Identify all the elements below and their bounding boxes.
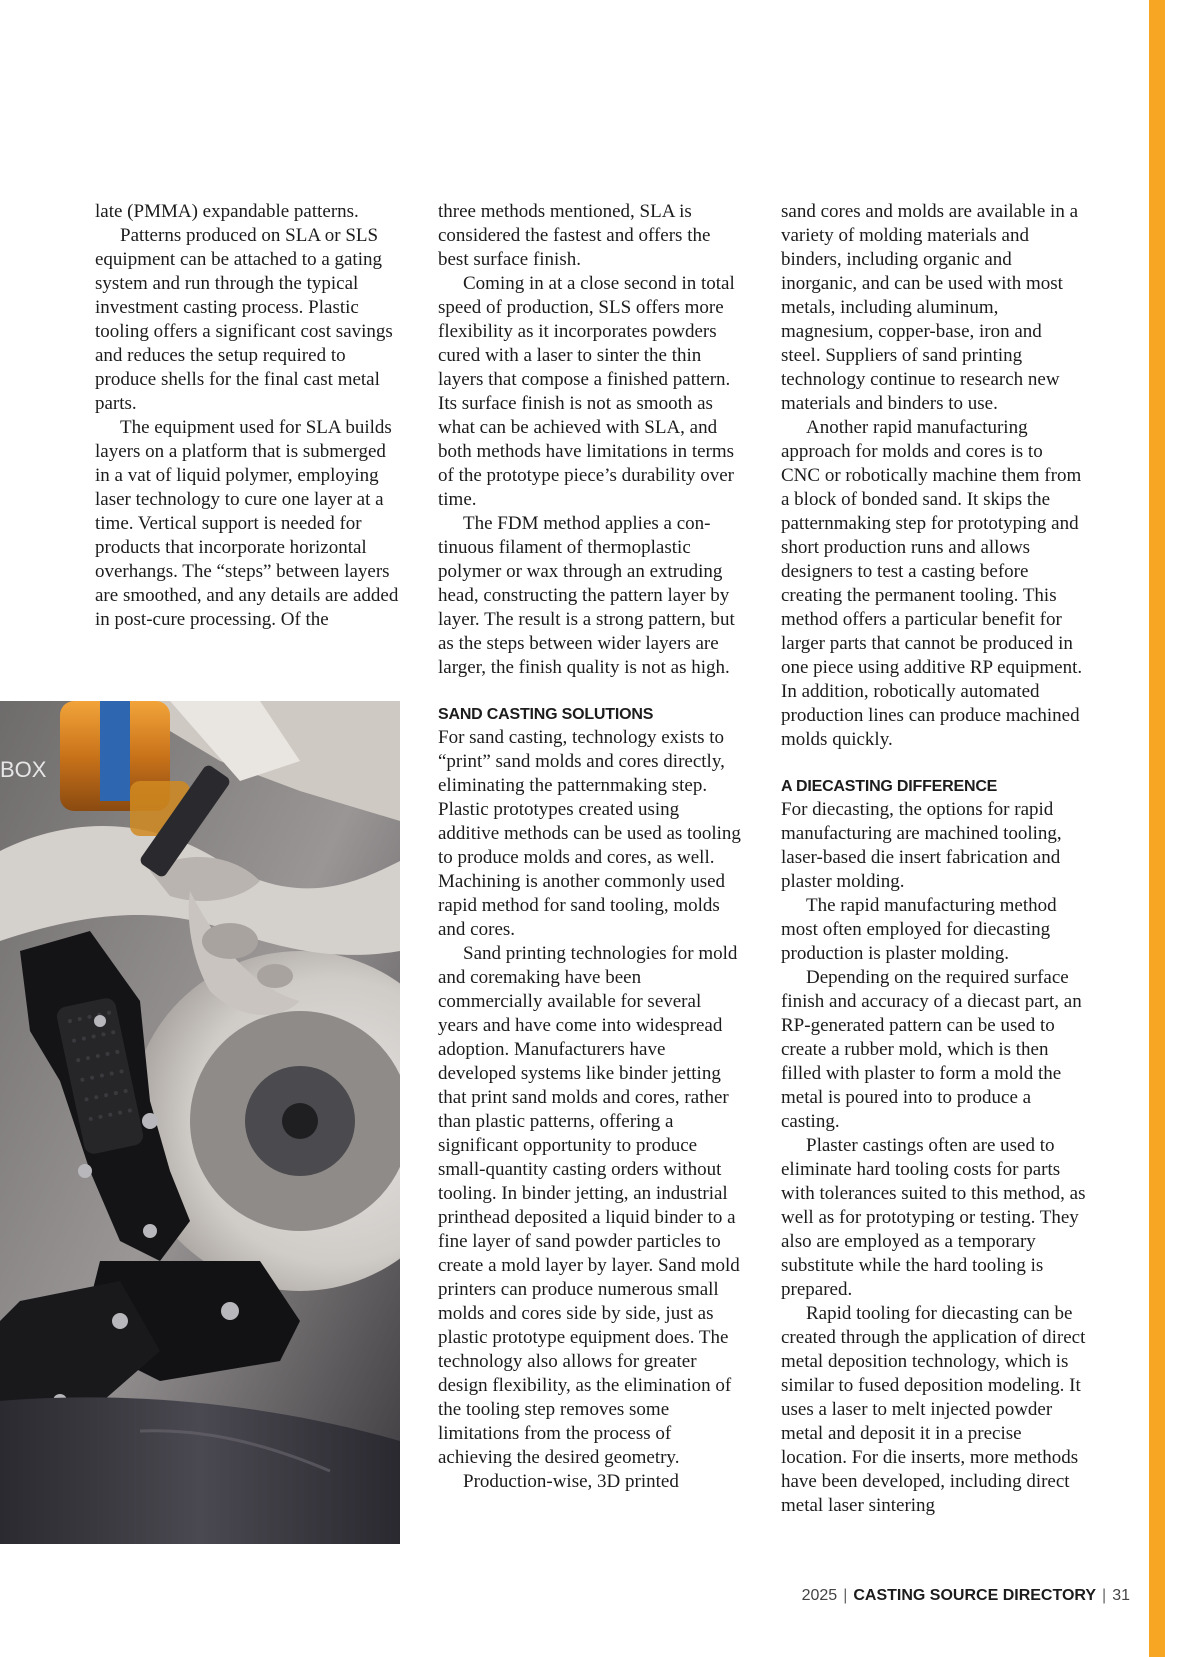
paragraph: late (PMMA) expandable patterns. <box>95 201 359 222</box>
paragraph: Patterns produced on SLA or SLS equipment can be attached to a gating system and run through the typical investment casting process. Plastic tooling offers a significant cost savings and reduces the setup required to produce shells for the final cast metal parts. <box>95 225 393 414</box>
footer-divider: | <box>1102 1587 1107 1604</box>
paragraph: The equipment used for SLA builds layers on a platform that is submerged in a vat of liquid polymer, employing laser technology to cure one layer at a time. Vertical support is needed for products that incorporate horizontal overhangs. The “steps” between layers are smoothed, and any details are added in post-cure processing. Of the <box>95 417 399 630</box>
paragraph: For sand casting, technology exists to “print” sand molds and cores directly, eliminating the patternmaking step. Plastic prototypes created using additive methods can be used as tooling to produce molds and cores, as well. Machining is another commonly used rapid method for sand tooling, molds and cores. <box>438 727 741 940</box>
footer-year: 2025 <box>801 1587 838 1604</box>
paragraph: Rapid tooling for diecasting can be created through the application of direct metal deposition technology, which is similar to fused deposition modeling. It uses a laser to melt injected powder metal and deposit it in a precise location. For die inserts, more methods have been developed, including direct metal laser sintering <box>781 1303 1086 1516</box>
article-column-3 <box>781 200 1086 1518</box>
paragraph: three methods mentioned, SLA is considered the fastest and offers the best surface finish. <box>438 201 711 270</box>
paragraph: Depending on the required surface finish and accuracy of a diecast part, an RP-generated pattern can be used to create a rubber mold, which is then filled with plaster to form a mold the metal is poured into to produce a casting. <box>781 967 1082 1132</box>
paragraph: Production-wise, 3D printed <box>463 1471 679 1492</box>
motorcycle-rearset-photo <box>0 701 400 1544</box>
paragraph: Coming in at a close second in total speed of production, SLS offers more flexibility as it incorporates powders cured with a laser to sinter the thin layers that compose a finished pattern. Its surface finish is not as smooth as what can be achieved with SLA, and both methods have limitations in terms of the prototype piece’s durability over time. <box>438 273 735 510</box>
brand-logo-text: BOX <box>0 757 47 782</box>
paragraph: The FDM method applies a continuous filament of thermoplastic polymer or wax through an extruding head, constructing the pattern layer by layer. The result is a strong pattern, but as the steps between wider layers are larger, the finish quality is not as high. <box>438 513 735 678</box>
article-column-1 <box>95 200 400 632</box>
footer-publication-title: CASTING SOURCE DIRECTORY <box>853 1587 1097 1604</box>
paragraph: sand cores and molds are available in a variety of molding materials and binders, including organic and inorganic, and can be used with most metals, including aluminum, magnesium, copper-base, iron and steel. Suppliers of sand printing technology continue to research new materials and binders to use. <box>781 201 1079 414</box>
footer-divider: | <box>843 1587 848 1604</box>
article-column-2 <box>438 200 743 1494</box>
paragraph: For diecasting, the options for rapid manufacturing are machined tooling, laser-based die insert fabrication and plaster molding. <box>781 799 1062 892</box>
paragraph: Another rapid manufacturing approach for molds and cores is to CNC or robotically machine them from a block of bonded sand. It skips the patternmaking step for prototyping and short production runs and allows designers to test a casting before creating the permanent tooling. This method offers a particular benefit for larger parts that cannot be produced in one piece using additive RP equipment. In addition, robotically automated production lines can produce machined molds quickly. <box>781 417 1083 750</box>
page-number: 31 <box>1112 1587 1130 1604</box>
paragraph: Plaster castings often are used to eliminate hard tooling costs for parts with tolerances suited to this method, as well as for prototyping or testing. They also are employed as a temporary substitute while the hard tooling is prepared. <box>781 1135 1086 1300</box>
section-heading-sand-casting: SAND CASTING SOLUTIONS <box>438 706 654 723</box>
accent-sidebar-bar <box>1149 0 1165 1657</box>
section-heading-diecasting: A DIECASTING DIFFERENCE <box>781 778 998 795</box>
paragraph: Sand printing technologies for mold and coremaking have been commercially available for several years and have come into widespread adoption. Manufacturers have developed systems like binder jetting that print sand molds and cores, rather than plastic patterns, offering a significant opportunity to produce small-quantity casting orders without tooling. In binder jetting, an industrial printhead deposited a liquid binder to a fine layer of sand powder particles to create a mold layer by layer. Sand mold printers can produce numerous small molds and cores side by side, just as plastic prototype equipment does. The technology also allows for greater design flexibility, as the elimination of the tooling step removes some limitations from the process of achieving the desired geometry. <box>438 943 740 1468</box>
page-footer <box>802 1586 1130 1606</box>
paragraph: The rapid manufacturing method most often employed for diecasting production is plaster molding. <box>781 895 1057 964</box>
